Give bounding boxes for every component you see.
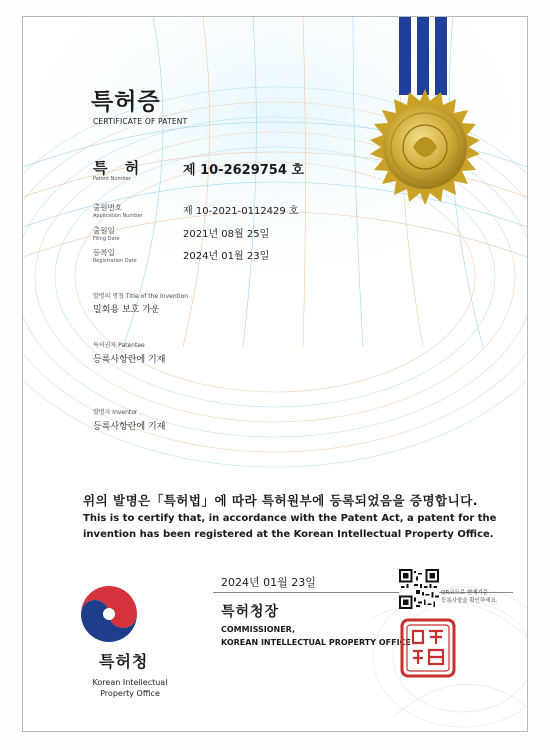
filing-date-label-en: Filing Date (93, 236, 120, 242)
registration-date-label-en: Registration Date (93, 258, 137, 264)
declaration-ko: 위의 발명은「특허법」에 따라 특허원부에 등록되었음을 증명합니다. (83, 493, 479, 508)
certificate-page (22, 16, 528, 732)
ribbon-icon (395, 17, 455, 97)
kipo-taegeuk-logo-icon (75, 582, 143, 646)
filing-date-label: 출원일 (93, 226, 115, 235)
patent-number-label-en: Patent Number (93, 176, 131, 182)
declaration-en-line1: This is to certify that, in accordance with the Patent Act, a patent for the (83, 513, 497, 524)
invention-title-label: 발명의 명칭 Title of the Invention (93, 293, 189, 300)
gold-seal-icon (365, 87, 485, 207)
red-stamp-icon (399, 617, 457, 679)
inventor-value: 등록사항란에 기재 (93, 422, 166, 432)
application-number-label-en: Application Number (93, 213, 143, 219)
patentee-value: 등록사항란에 기재 (93, 355, 166, 365)
qr-note-line1: QR코드로 현재기준 (441, 590, 489, 596)
registration-date-value: 2024년 01월 23일 (183, 251, 270, 262)
patent-number-label: 특 허 (93, 159, 146, 177)
qr-note-line2: 등록사항을 확인하세요. (441, 598, 498, 604)
office-name-ko: 특허청 (99, 652, 149, 671)
application-number-label: 출원번호 (93, 203, 122, 212)
qr-code-icon[interactable] (399, 569, 439, 609)
registration-date-label: 등록일 (93, 248, 115, 257)
certificate-title: 특허증 (91, 89, 161, 115)
filing-date-value: 2021년 08월 25일 (183, 229, 270, 240)
patent-number-value: 제 10-2629754 호 (183, 163, 304, 178)
office-name-en-line2: Property Office (100, 689, 160, 698)
commissioner-title-en-line2: KOREAN INTELLECTUAL PROPERTY OFFICE (221, 638, 411, 647)
commissioner-title-en-line1: COMMISSIONER, (221, 625, 296, 634)
commissioner-title-ko: 특허청장 (221, 604, 280, 620)
patentee-label: 특허권자 Patentee (93, 342, 145, 349)
office-name-en-line1: Korean Intellectual (92, 678, 168, 687)
application-number-value: 제 10-2021-0112429 호 (183, 206, 299, 217)
declaration-en-line2: invention has been registered at the Korean Intellectual Property Office. (83, 529, 494, 540)
qr-note (441, 589, 498, 605)
inventor-label: 발명자 Inventor (93, 409, 138, 416)
signature-date: 2024년 01월 23일 (221, 576, 316, 589)
office-name-en (75, 677, 185, 699)
invention-title-value: 밀회용 보호 가운 (93, 305, 160, 315)
certificate-title-en: CERTIFICATE OF PATENT (93, 117, 188, 126)
